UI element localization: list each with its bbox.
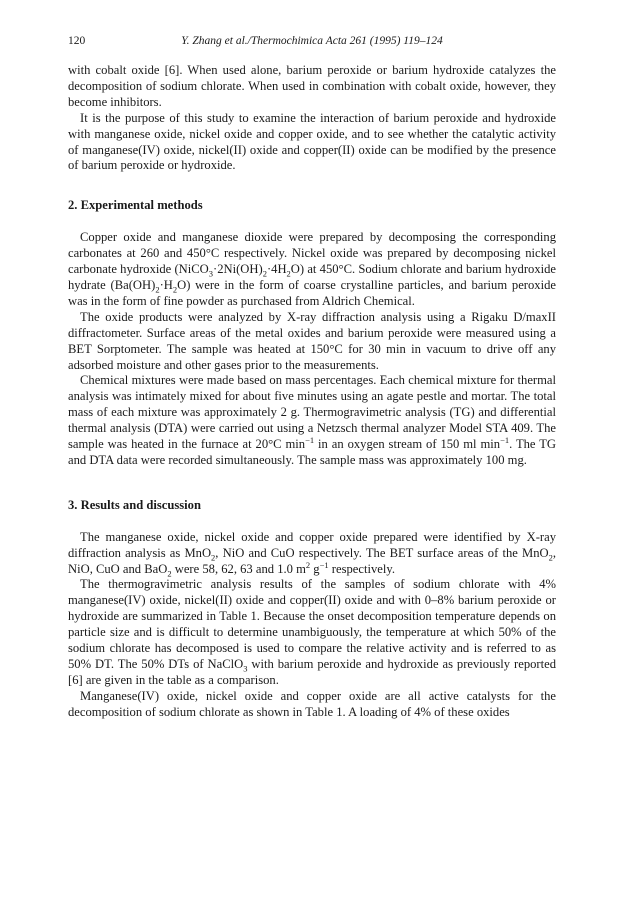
section-heading-results: 3. Results and discussion <box>68 497 201 512</box>
page <box>68 34 556 721</box>
intro-paragraph-2: It is the purpose of this study to examine the interaction of barium peroxide and hydroxide with manganese oxide, nickel oxide and copper oxide, and to see whether the catalytic activity of manganese(IV) oxide, nickel(II) oxide and copper(II) oxide can be modified by the presence of barium peroxide or hydroxide. <box>68 110 556 173</box>
results-paragraph-3: Manganese(IV) oxide, nickel oxide and copper oxide are all active catalysts for the decomposition of sodium chlorate as shown in Table 1. A loading of 4% of these oxides <box>68 688 556 719</box>
methods-paragraph-2: The oxide products were analyzed by X-ray diffraction analysis using a Rigaku D/maxII diffractometer. Surface areas of the metal oxides and barium peroxide were measured using a BET Sorptometer. The sample was heated at 150°C for 30 min in vacuum to drive off any adsorbed moisture and other gases prior to the measurements. <box>68 309 556 372</box>
intro-paragraph-1: with cobalt oxide [6]. When used alone, barium peroxide or barium hydroxide catalyzes the decomposition of sodium chlorate. When used in combination with cobalt oxide, however, they become inhibitors. <box>68 63 556 109</box>
results-paragraph-2: The thermogravimetric analysis results of the samples of sodium chlorate with 4% manganese(IV) oxide, nickel(II) oxide and copper(II) oxide and with 0–8% barium peroxide or hydroxide are summarized in Table 1. Because the onset decomposition temperature depends on particle size and is difficult to determine unambiguously, the temperature at which 50% of the sodium chlorate has decomposed is used to compare the relative activity and is referred to as 50% DT. The 50% DTs of NaClO$_3$ with barium peroxide and hydroxide as previously reported [6] are given in the table as a comparison. <box>68 577 557 687</box>
methods-paragraph-1: Copper oxide and manganese dioxide were prepared by decomposing the corresponding carbonates at 260 and 450°C respectively. Nickel oxide was prepared by decomposing nickel carbonate hydroxide $(NiCO_3\cdot 2Ni(OH)_2\cdot 4H_2O)$ at 450°C. Sodium chlorate and barium hydroxide hydrate $(Ba(OH)_2\cdot H_2O)$ were in the form of coarse crystalline particles, and barium peroxide was in the form of fine powder as purchased from Aldrich Chemical. <box>68 230 556 308</box>
running-head: Y. Zhang et al./Thermochimica Acta 261 (1995) 119–124 <box>181 35 443 47</box>
page-header <box>68 34 556 50</box>
results-paragraph-1: The manganese oxide, nickel oxide and copper oxide prepared were identified by X-ray diffraction analysis as MnO$_2$, NiO and CuO respectively. The BET surface areas of the MnO$_2$, NiO, CuO and BaO$_2$ were 58, 62, 63 and 1.0 $m^2$ $g^{-1}$ respectively. <box>68 529 556 579</box>
page-number: 120 <box>68 35 86 47</box>
methods-paragraph-3: Chemical mixtures were made based on mass percentages. Each chemical mixture for thermal analysis was intimately mixed for about five minutes using an agate pestle and mortar. The total mass of each mixture was approximately 2 g. Thermogravimetric analysis (TG) and differential thermal analysis (DTA) were carried out using a Netzsch thermal analyzer Model STA 409. The sample was heated in the furnace at 20°C $\min^{-1}$ in an oxygen stream of 150 ml $\min^{-1}$. The TG and DTA data were recorded simultaneously. The sample mass was approximately 100 mg. <box>68 373 557 467</box>
section-heading-methods: 2. Experimental methods <box>68 198 203 213</box>
